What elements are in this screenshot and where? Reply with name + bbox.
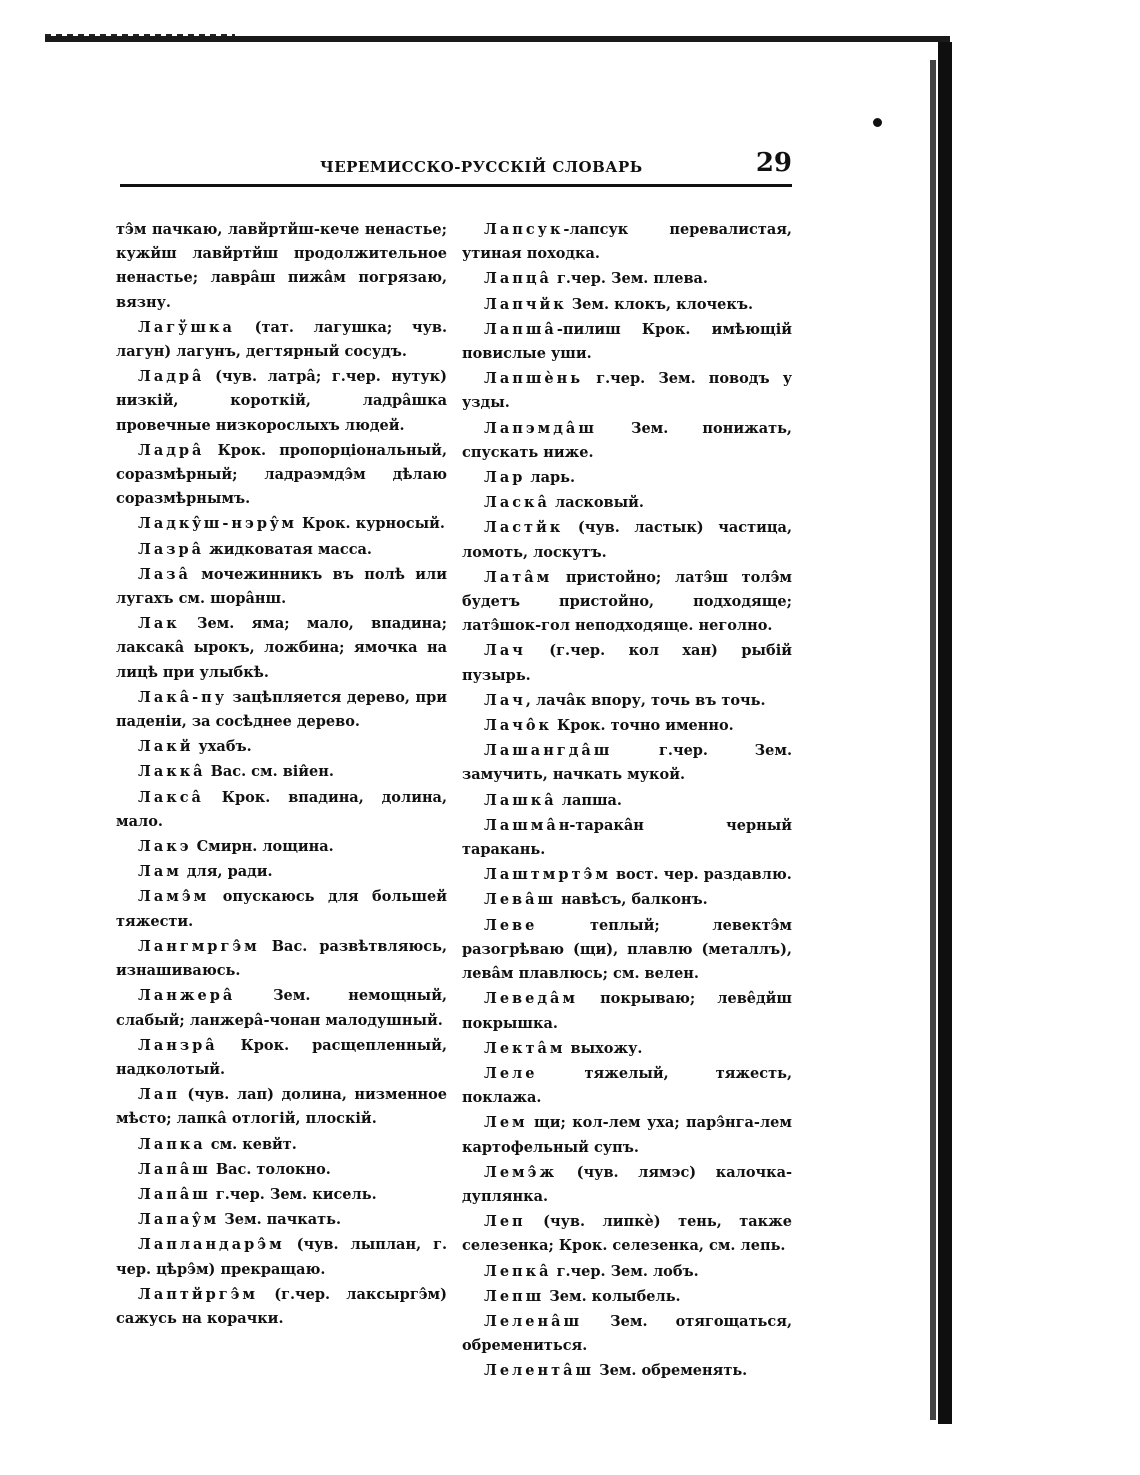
entry-definition: , лачâк впору, точь въ точь. <box>525 691 766 709</box>
entry-definition: -лапсук перевалистая, утиная походка. <box>462 221 792 263</box>
dictionary-entry <box>462 714 792 738</box>
entry-headword: Лаптйргэ̂м <box>138 1285 259 1303</box>
entry-headword: Ладрâ <box>138 368 205 386</box>
entry-headword: Лаккâ <box>138 763 206 781</box>
entry-definition: для, ради. <box>181 863 273 881</box>
dictionary-entry <box>116 835 447 859</box>
entry-definition: пристойно; латэ̂ш толэ̂м будетъ пристойно, подходяще; латэ̂шок-гол неподходяще. неголно. <box>462 568 792 635</box>
entry-definition: (тат. лагушка; чув. лагун) лагунъ, дегтярный сосудъ. <box>116 318 447 361</box>
entry-headword: Лепкâ <box>484 1262 552 1280</box>
dictionary-entry <box>116 1158 447 1182</box>
dictionary-entry <box>116 1283 447 1331</box>
dictionary-entry <box>462 814 792 862</box>
entry-definition: ласковый. <box>549 494 644 512</box>
entry-headword: Лазрâ <box>138 540 205 558</box>
dictionary-entry <box>116 1208 447 1232</box>
entry-headword: Лектâм <box>484 1039 566 1057</box>
entry-definition: Зем. клокъ, клочекъ. <box>566 295 753 313</box>
entry-headword: Лашангдâш <box>484 742 613 760</box>
entry-definition: опускаюсь для большей тяжести. <box>116 888 447 930</box>
entry-definition: ухабъ. <box>193 738 252 756</box>
entry-headword: Лаксâ <box>138 788 204 806</box>
entry-definition: г.чер. Зем. поводъ у узды. <box>462 370 792 412</box>
entry-headword: Левâш <box>484 891 557 909</box>
entry-headword: Ласкâ <box>484 494 550 512</box>
entry-definition: жидковатая масса. <box>204 540 372 558</box>
entry-headword: Леп <box>484 1213 526 1231</box>
entry-headword: Лепш <box>484 1287 545 1305</box>
entry-headword: Ластйк <box>484 519 564 537</box>
entry-definition: (г.чер. кол хан) рыбій пузырь. <box>462 642 792 684</box>
dictionary-entry <box>462 689 792 713</box>
entry-definition: г.чер. Зем. лобъ. <box>551 1262 699 1280</box>
entry-headword: Лапцâ <box>484 270 552 288</box>
entry-definition: Зем. яма; мало, впадина; лаксакâ ырокъ, ложбина; ямочка на лицѣ при улыбкѣ. <box>116 615 447 681</box>
dictionary-entry <box>116 786 447 834</box>
entry-headword: Лам <box>138 863 182 881</box>
dictionary-entry <box>462 639 792 687</box>
entry-definition: навѣсъ, балконъ. <box>556 891 708 909</box>
entry-definition: г.чер. Зем. замучить, начкать мукой. <box>462 742 792 784</box>
dictionary-entry <box>462 516 792 564</box>
entry-definition: (чув. лыплан, г. чер. цѣрэ̂м) прекращаю. <box>116 1236 447 1278</box>
entry-headword: Лапландарэ̂м <box>138 1236 285 1254</box>
entry-definition: н-таракâн черный таракань. <box>462 816 792 859</box>
entry-definition: Смирн. лощина. <box>191 838 334 856</box>
entry-headword: Лаштмртэ̂м <box>484 866 611 884</box>
entry-definition: щи; кол-лем уха; парэ̂нга-лем картофельный супъ. <box>462 1114 792 1156</box>
entry-headword: Леве <box>484 916 538 934</box>
entry-definition: г.чер. Зем. кисель. <box>210 1185 377 1203</box>
dictionary-entry <box>462 888 792 912</box>
entry-headword: Лем <box>484 1114 528 1132</box>
entry-definition: г.чер. Зем. плева. <box>551 270 708 288</box>
dictionary-entry <box>462 1161 792 1209</box>
dictionary-entry <box>462 863 792 887</box>
entry-headword: Лапшâ <box>484 320 557 338</box>
dictionary-entry <box>462 491 792 515</box>
header-rule <box>120 184 792 187</box>
entry-definition: мочежинникъ въ полѣ или лугахъ см. шорâнш. <box>116 565 447 608</box>
dictionary-entry <box>462 367 792 415</box>
dictionary-entry <box>462 267 792 291</box>
entry-definition: зацѣпляется дерево, при паденіи, за сосѣднее дерево. <box>116 688 447 731</box>
entry-headword: Ладкŷш-нэрŷм <box>138 515 297 533</box>
entry-headword: Леведâм <box>484 990 579 1008</box>
entry-definition: Зем. пачкать. <box>219 1211 342 1229</box>
entry-headword: Ланзрâ <box>138 1036 218 1054</box>
entry-definition: Вас. толокно. <box>210 1160 331 1178</box>
entry-headword: Лакэ <box>138 838 192 856</box>
entry-definition: Зем. немощный, слабый; ланжерâ-чонан малодушный. <box>116 987 447 1029</box>
dictionary-entry <box>116 885 447 933</box>
left-column <box>116 218 447 1332</box>
entry-headword: Лашмâ <box>484 816 559 834</box>
entry-definition: теплый; левектэ̂м разогрѣваю (щи), плавлю (металлъ), левâм плавлюсь; см. велен. <box>462 916 792 983</box>
entry-headword: Ланжерâ <box>138 987 236 1005</box>
entry-headword: Лагўшка <box>138 318 235 336</box>
entry-headword: Лакâ-пу <box>138 688 227 706</box>
dictionary-entry <box>462 1359 792 1383</box>
dictionary-entry <box>116 439 447 512</box>
dictionary-entry <box>462 914 792 987</box>
entry-definition: тяжелый, тяжесть, поклажа. <box>462 1064 792 1107</box>
entry-headword: Лапâш <box>138 1160 211 1178</box>
dictionary-entry <box>462 987 792 1035</box>
entry-definition: Крок. расщепленный, надколотый. <box>116 1036 447 1078</box>
entry-headword: Лач <box>484 691 526 709</box>
entry-headword: Лар <box>484 469 526 487</box>
dictionary-entry <box>116 760 447 784</box>
entry-headword: Лак <box>138 615 180 633</box>
entry-headword: Лашкâ <box>484 791 557 809</box>
entry-headword: Лачôк <box>484 717 552 735</box>
dictionary-entry <box>116 538 447 562</box>
entry-headword: Лангмргэ̂м <box>138 937 260 955</box>
dictionary-entry <box>116 935 447 983</box>
entry-headword: Ладрâ <box>138 441 205 459</box>
dictionary-entry <box>462 739 792 787</box>
entry-headword: Лапчйк <box>484 295 567 313</box>
entry-headword: Латâм <box>484 568 553 586</box>
entry-definition: покрываю; левêдйш покрышка. <box>462 990 792 1032</box>
entry-definition: Зем. колыбель. <box>544 1287 681 1305</box>
dictionary-entry <box>462 1210 792 1258</box>
entry-headword: Лапэмдâш <box>484 419 597 437</box>
entry-definition: Вас. развѣтвляюсь, изнашиваюсь. <box>116 937 447 980</box>
scan-edge-right-inner <box>930 60 936 1420</box>
dictionary-entry <box>462 466 792 490</box>
entry-definition: -пилиш Крок. имѣющій повислые уши. <box>462 320 792 363</box>
dictionary-entry <box>462 1111 792 1159</box>
entry-definition: выхожу. <box>565 1039 643 1057</box>
dictionary-entry <box>116 735 447 759</box>
entry-definition: Крок. пропорціональный, соразмѣрный; ладраэмдэ̂м дѣлаю соразмѣрнымъ. <box>116 441 447 508</box>
entry-headword: Лапаŷм <box>138 1211 220 1229</box>
entry-definition: лапша. <box>556 791 622 809</box>
entry-definition: (чув. лап) долина, низменное мѣсто; лапкâ отлогій, плоскій. <box>116 1086 447 1128</box>
entry-definition: Крок. точно именно. <box>551 717 734 735</box>
dictionary-entry <box>116 686 447 734</box>
dictionary-entry <box>462 789 792 813</box>
entry-definition: Вас. см. віи̂ен. <box>205 763 334 781</box>
dictionary-entry <box>462 1260 792 1284</box>
entry-headword: Лапшèнь <box>484 370 584 388</box>
dictionary-entry <box>116 1233 447 1281</box>
entry-definition: тэ̂м пачкаю, лавйртйш-кече ненастье; кужйш лавйртйш продолжительное ненастье; лаврâш пижâм погрязаю, вязну. <box>116 221 447 311</box>
entry-headword: Лемэ̂ж <box>484 1163 558 1181</box>
entry-definition: см. кевйт. <box>205 1135 297 1153</box>
entry-definition: (г.чер. лаксыргэ̂м) сажусь на корачки. <box>116 1285 447 1327</box>
entry-definition: Зем. понижать, спускать ниже. <box>462 419 792 461</box>
entry-headword: Лапâш <box>138 1185 211 1203</box>
entry-headword: Лелентâш <box>484 1362 595 1380</box>
entry-headword: Лапсук <box>484 221 564 238</box>
entry-definition: (чув. ластык) частица, ломоть, лоскутъ. <box>462 519 792 561</box>
dictionary-entry <box>116 860 447 884</box>
entry-headword: Леленâш <box>484 1312 583 1330</box>
dictionary-entry <box>116 1183 447 1207</box>
dictionary-entry <box>462 566 792 639</box>
dictionary-entry <box>462 1310 792 1358</box>
dictionary-entry <box>462 318 792 366</box>
dictionary-entry <box>116 984 447 1032</box>
dictionary-entry <box>462 1062 792 1110</box>
entry-definition: Крок. впадина, долина, мало. <box>116 788 447 830</box>
entry-headword: Лазâ <box>138 565 191 583</box>
entry-headword: Леле <box>484 1064 538 1082</box>
entry-definition: (чув. лямэс) калочка-дуплянка. <box>462 1163 792 1205</box>
dictionary-entry <box>116 1133 447 1157</box>
entry-headword: Лап <box>138 1086 180 1104</box>
dictionary-entry <box>116 612 447 685</box>
entry-definition: вост. чер. раздавлю. <box>610 866 792 884</box>
dictionary-entry <box>116 218 447 315</box>
running-title: ЧЕРЕМИССКО-РУССКІЙ СЛОВАРЬ <box>320 158 643 176</box>
dictionary-entry <box>116 1083 447 1131</box>
dictionary-entry <box>116 1034 447 1082</box>
dictionary-entry <box>116 563 447 611</box>
dictionary-entry <box>116 512 447 536</box>
dictionary-entry <box>462 218 792 266</box>
entry-headword: Лач <box>484 642 526 660</box>
scan-edge-right <box>938 42 952 1424</box>
entry-definition: Зем. отягощаться, обремениться. <box>462 1312 792 1355</box>
page-header <box>120 148 792 184</box>
entry-headword: Лапка <box>138 1135 206 1153</box>
entry-definition: (чув. липкè) тень, также селезенка; Крок. селезенка, см. лепь. <box>462 1213 792 1255</box>
dictionary-entry <box>462 293 792 317</box>
entry-headword: Лакй <box>138 738 194 756</box>
entry-definition: ларь. <box>525 469 576 487</box>
entry-definition: Крок. курносый. <box>296 515 445 533</box>
dictionary-entry <box>116 316 447 364</box>
entry-headword: Ламэ̂м <box>138 888 210 906</box>
entry-definition: (чув. латрâ; г.чер. нутук) низкій, короткій, ладрâшка провечные низкорослыхъ людей. <box>116 368 447 434</box>
dictionary-entry <box>462 1285 792 1309</box>
ink-speck <box>873 118 882 127</box>
scan-edge-top <box>45 36 950 42</box>
dictionary-entry <box>116 365 447 438</box>
right-column <box>462 218 792 1385</box>
page-number: 29 <box>755 148 792 178</box>
dictionary-entry <box>462 417 792 465</box>
dictionary-entry <box>462 1037 792 1061</box>
entry-definition: Зем. обременять. <box>594 1362 748 1380</box>
